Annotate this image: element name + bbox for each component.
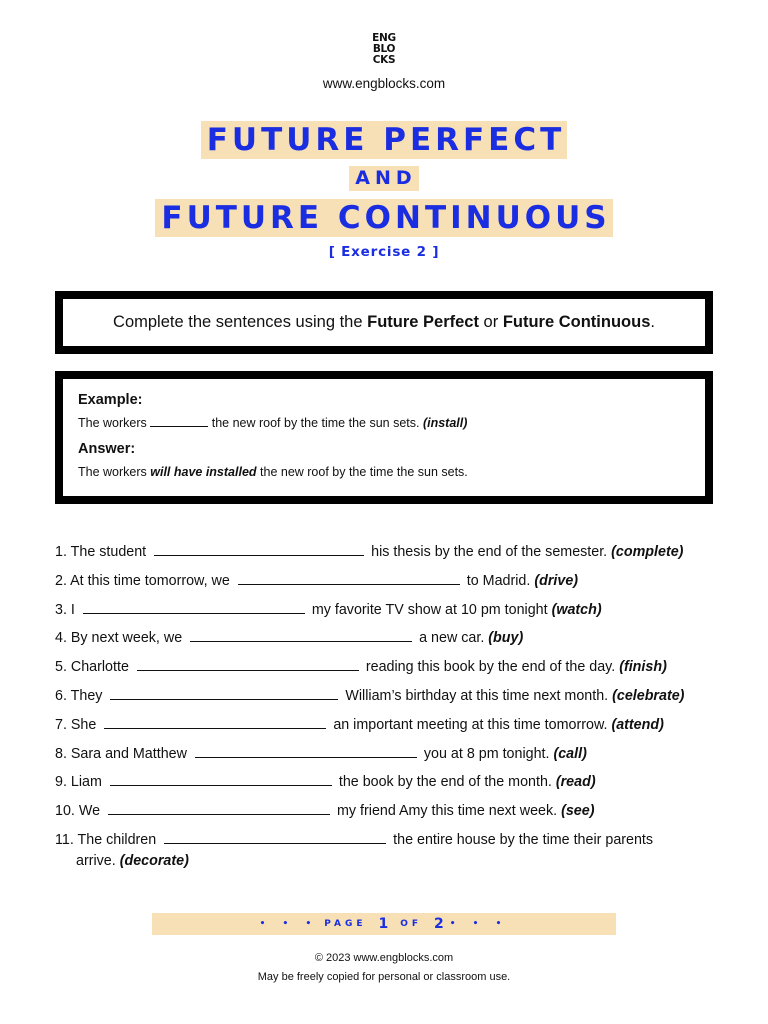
exercise-item-6 <box>55 682 725 711</box>
item-10-verb: (see) <box>561 803 595 820</box>
exercise-item-9 <box>55 768 725 797</box>
item-11-cont: arrive. <box>76 852 116 869</box>
answer-blank-9[interactable] <box>110 769 332 786</box>
item-7-pre: 7. She <box>55 716 97 733</box>
item-3-verb: (watch) <box>551 601 602 618</box>
item-11-pre: 11. The children <box>55 831 157 848</box>
item-1-post: his thesis by the end of the semester. <box>371 544 608 560</box>
example-sentence <box>78 415 705 431</box>
item-10-post: my friend Amy this time next week. <box>337 803 558 820</box>
item-7-verb: (attend) <box>611 716 664 733</box>
exercise-item-8 <box>55 740 725 769</box>
answer-pre: The workers <box>78 465 151 479</box>
item-9-post: the book by the end of the month. <box>338 774 552 791</box>
item-3-post: my favorite TV show at 10 pm tonight <box>311 601 548 618</box>
item-7-post: an important meeting at this time tomorrow. <box>333 716 608 733</box>
title-future-perfect: FUTURE PERFECT <box>201 121 568 159</box>
answer-blank-10[interactable] <box>108 798 330 815</box>
exercise-label-wrap <box>0 243 768 261</box>
title-line-2-wrap <box>0 166 768 191</box>
engblocks-logo <box>366 33 402 66</box>
instruction-bold-future-perfect: Future Perfect <box>367 313 479 331</box>
logo-line-3: CKS <box>372 54 396 66</box>
item-8-pre: 8. Sara and Matthew <box>55 745 187 762</box>
instruction-box <box>55 291 713 354</box>
example-sentence-pre: The workers <box>78 416 151 430</box>
item-8-verb: (call) <box>553 745 587 762</box>
item-5-pre: 5. Charlotte <box>55 659 129 676</box>
item-4-pre: 4. By next week, we <box>55 630 183 647</box>
item-4-verb: (buy) <box>488 630 524 647</box>
item-11-post: the entire house by the time their parents <box>393 831 654 848</box>
instruction-mid: or <box>478 313 503 331</box>
exercise-list <box>55 538 725 871</box>
example-blank <box>150 425 208 427</box>
exercise-item-1 <box>55 538 725 567</box>
title-line-1-wrap <box>0 121 768 159</box>
copyright: © 2023 www.engblocks.com <box>314 952 454 964</box>
page-total: 2 <box>434 916 444 932</box>
title-line-3-wrap <box>0 199 768 237</box>
item-2-verb: (drive) <box>534 572 579 589</box>
answer-blank-4[interactable] <box>190 625 412 642</box>
page-dots-right: • • • <box>449 919 509 929</box>
example-heading: Example: <box>78 392 143 408</box>
answer-bold: will have installed <box>150 465 257 479</box>
item-9-pre: 9. Liam <box>55 774 102 791</box>
answer-blank-5[interactable] <box>137 654 359 671</box>
item-5-verb: (finish) <box>619 659 667 676</box>
exercise-item-2 <box>55 567 725 596</box>
answer-blank-6[interactable] <box>110 683 338 700</box>
of-word: OF <box>400 919 423 929</box>
logo-line-2: BLO <box>372 43 396 55</box>
exercise-item-10 <box>55 797 725 826</box>
exercise-item-4 <box>55 624 725 653</box>
exercise-item-11-continued <box>55 851 725 871</box>
item-10-pre: 10. We <box>55 803 101 820</box>
example-verb: (install) <box>422 416 468 430</box>
item-9-verb: (read) <box>555 774 596 791</box>
answer-blank-8[interactable] <box>195 741 417 758</box>
item-5-post: reading this book by the end of the day. <box>365 659 616 676</box>
exercise-item-5 <box>55 653 725 682</box>
instruction-pre: Complete the sentences using the <box>113 313 368 331</box>
exercise-item-3 <box>55 596 725 625</box>
item-1-pre: 1. The student <box>55 544 147 560</box>
answer-blank-7[interactable] <box>104 712 326 729</box>
example-sentence-post: the new roof by the time the sun sets. <box>208 416 423 430</box>
item-6-verb: (celebrate) <box>612 687 685 704</box>
answer-heading: Answer: <box>78 441 136 457</box>
title-future-continuous: FUTURE CONTINUOUS <box>155 199 612 237</box>
item-2-post: to Madrid. <box>466 572 531 589</box>
item-4-post: a new car. <box>419 630 485 647</box>
answer-post: the new roof by the time the sun sets. <box>256 465 468 479</box>
instruction-bold-future-continuous: Future Continuous <box>502 313 651 331</box>
page-dots-left: • • • <box>259 919 319 929</box>
logo-line-1: ENG <box>372 32 396 44</box>
item-6-pre: 6. They <box>55 687 103 704</box>
example-box <box>55 371 713 504</box>
item-8-post: you at 8 pm tonight. <box>423 745 550 762</box>
title-and: AND <box>349 166 418 191</box>
site-url: www.engblocks.com <box>322 76 446 91</box>
instruction-text <box>113 313 655 332</box>
usage-note: May be freely copied for personal or classroom use. <box>257 971 511 983</box>
item-3-pre: 3. I <box>55 601 75 618</box>
item-11-verb: (decorate) <box>119 852 189 869</box>
instruction-post: . <box>650 313 655 331</box>
page-number: 1 <box>378 916 389 932</box>
page-indicator <box>152 913 616 935</box>
answer-blank-1[interactable] <box>154 539 364 556</box>
page-word: PAGE <box>324 919 367 929</box>
item-6-post: William’s birthday at this time next month. <box>345 687 609 704</box>
answer-blank-3[interactable] <box>83 597 305 614</box>
answer-blank-2[interactable] <box>238 568 460 585</box>
exercise-item-7 <box>55 711 725 740</box>
item-2-pre: 2. At this time tomorrow, we <box>55 572 230 589</box>
exercise-label: [ Exercise 2 ] <box>328 244 440 260</box>
answer-sentence <box>78 464 705 480</box>
answer-blank-11[interactable] <box>164 827 386 844</box>
item-1-verb: (complete) <box>611 544 684 560</box>
